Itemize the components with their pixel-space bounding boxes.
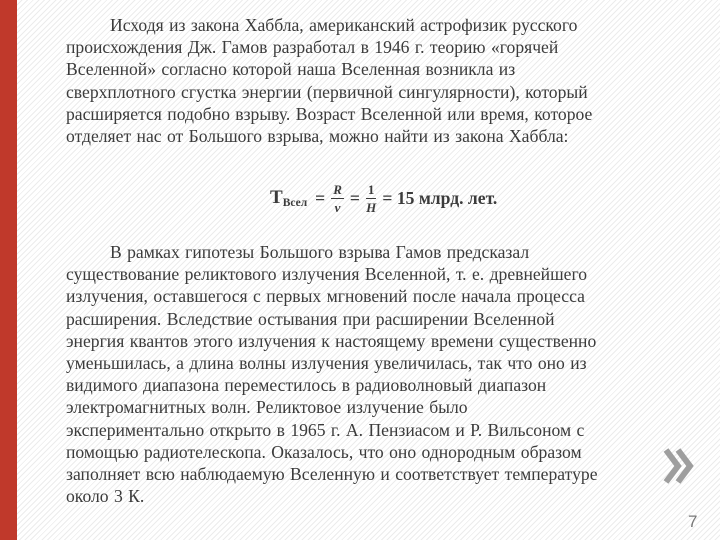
- paragraph-hubble: [66, 14, 676, 147]
- paragraph-relic-radiation: [66, 241, 676, 507]
- paragraph-line: видимого диапазона переместилось в радиоволновый диапазон: [66, 375, 547, 396]
- paragraph-line: расширяется подобно взрыву. Возраст Вселенной или время, которое: [66, 103, 593, 124]
- left-accent-bar: [0, 0, 17, 540]
- paragraph-line: излучения, оставшегося с первых мгновений после начала процесса: [66, 286, 585, 307]
- fraction-numerator: R: [333, 181, 342, 197]
- formula-subscript: Всел: [282, 197, 308, 209]
- fraction-r-over-v: [331, 182, 344, 215]
- paragraph-line: заполняет всю наблюдаемую Вселенную и соответствует температуре: [66, 464, 598, 485]
- formula-equals: =: [315, 187, 326, 208]
- paragraph-line: Исходя из закона Хаббла, американский астрофизик русского: [110, 15, 578, 35]
- paragraph-line: отделяет нас от Большого взрыва, можно найти из закона Хаббла:: [66, 126, 569, 147]
- paragraph-line: энергия квантов этого излучения к настоящему времени существенно: [66, 330, 597, 351]
- fraction-one-over-h: [366, 182, 377, 215]
- paragraph-line: экспериментально открыто в 1965 г. А. Пензиасом и Р. Вильсоном с: [66, 419, 585, 440]
- age-formula: [270, 176, 497, 220]
- formula-lhs: T: [270, 187, 283, 208]
- paragraph-line: В рамках гипотезы Большого взрыва Гамов предсказал: [110, 242, 530, 262]
- paragraph-line: происхождения Дж. Гамов разработал в 1946 г. теорию «горячей: [66, 37, 559, 58]
- paragraph-line: Вселенной» согласно которой наша Вселенная возникла из: [66, 59, 516, 80]
- formula-result: = 15 млрд. лет.: [382, 187, 498, 208]
- paragraph-line: уменьшилась, а длина волны излучения увеличилась, так что оно из: [66, 353, 587, 374]
- fraction-denominator: H: [366, 199, 377, 215]
- fraction-denominator: v: [334, 199, 341, 215]
- page-number: 7: [688, 512, 698, 531]
- paragraph-line: существование реликтового излучения Вселенной, т. е. древнейшего: [66, 264, 588, 285]
- paragraph-line: помощью радиотелескопа. Оказалось, что оно однородным образом: [66, 441, 582, 462]
- paragraph-line: электромагнитных волн. Реликтовое излучение было: [66, 397, 468, 418]
- chevron-right-double-icon[interactable]: [662, 446, 696, 486]
- formula-equals: =: [349, 187, 360, 208]
- paragraph-line: около 3 К.: [66, 486, 145, 507]
- fraction-numerator: 1: [367, 181, 375, 197]
- paragraph-line: сверхплотного сгустка энергии (первичной сингулярности), который: [66, 81, 588, 102]
- paragraph-line: расширения. Вследствие остывания при расширении Вселенной: [66, 308, 555, 329]
